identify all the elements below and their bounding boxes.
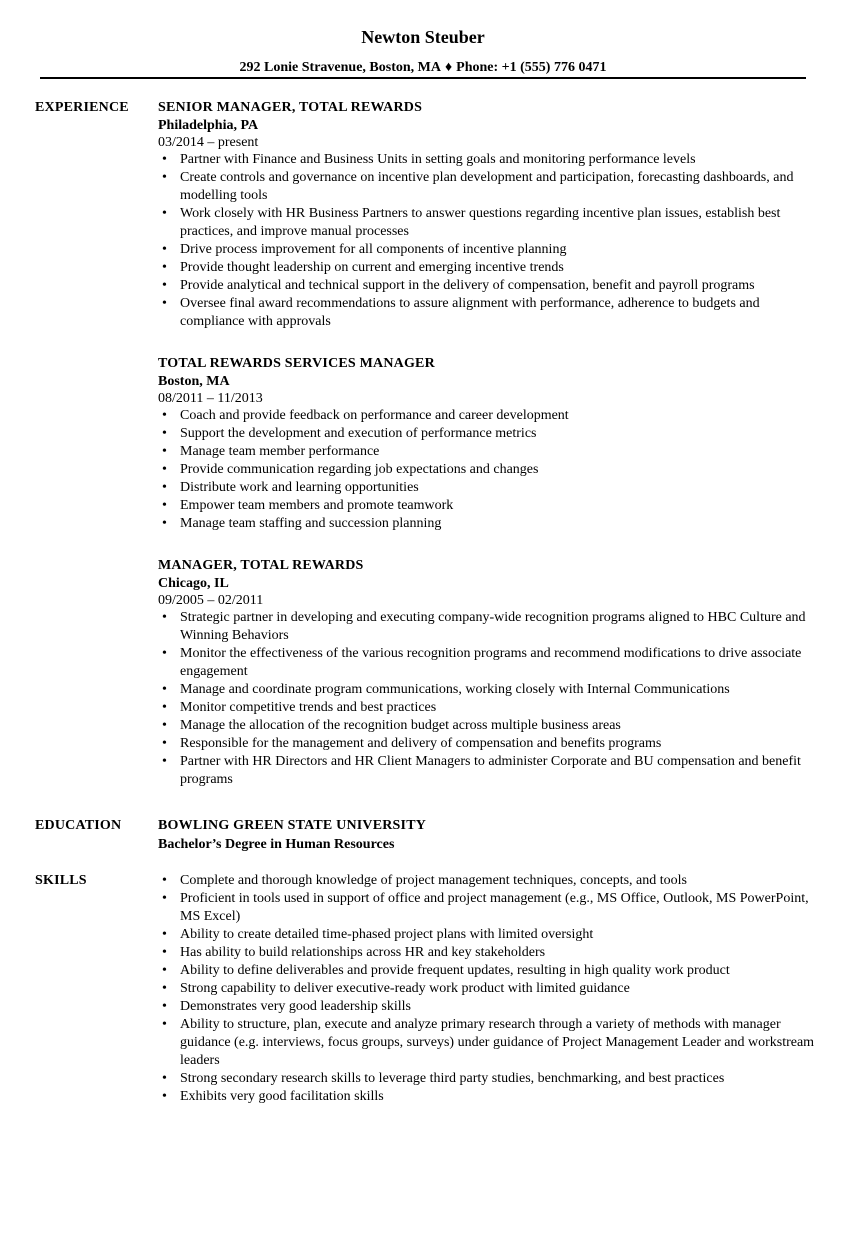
candidate-name: Newton Steuber [361, 27, 485, 47]
list-item: • Responsible for the management and delivery of compensation and benefits programs [158, 735, 818, 753]
list-item: • Monitor the effectiveness of the various recognition programs and recommend modifications to drive associate engagement [158, 645, 818, 681]
degree: Bachelor’s Degree in Human Resources [158, 837, 395, 852]
contact-line [0, 59, 846, 77]
job-bullets [158, 407, 818, 533]
list-item: • Complete and thorough knowledge of project management techniques, concepts, and tools [158, 872, 818, 890]
list-item: • Strategic partner in developing and executing company-wide recognition programs aligned to HBC Culture and Winning Behaviors [158, 609, 818, 645]
list-item: • Partner with HR Directors and HR Client Managers to administer Corporate and BU compensation and benefit programs [158, 753, 818, 789]
job-entry [158, 99, 818, 331]
job-bullets [158, 151, 818, 331]
skills-body [158, 872, 818, 1106]
job-entry [158, 355, 818, 533]
list-item: • Manage the allocation of the recognition budget across multiple business areas [158, 717, 818, 735]
list-item: • Monitor competitive trends and best practices [158, 699, 818, 717]
job-dates: 09/2005 – 02/2011 [158, 593, 264, 608]
job-entry [158, 557, 818, 789]
job-dates: 03/2014 – present [158, 135, 259, 150]
experience-body [158, 99, 818, 813]
list-item: • Strong capability to deliver executive-ready work product with limited guidance [158, 980, 818, 998]
header-divider [40, 77, 806, 79]
education-body [158, 817, 818, 854]
list-item: • Proficient in tools used in support of office and project management (e.g., MS Office, Outlook, MS PowerPoint, MS Excel) [158, 890, 818, 926]
list-item: • Oversee final award recommendations to assure alignment with performance, adherence to budgets and compliance with approvals [158, 295, 818, 331]
section-label-education: EDUCATION [35, 818, 122, 833]
job-location: Boston, MA [158, 374, 230, 389]
section-label-experience: EXPERIENCE [35, 100, 129, 115]
job-title: TOTAL REWARDS SERVICES MANAGER [158, 356, 435, 371]
job-title: SENIOR MANAGER, TOTAL REWARDS [158, 100, 423, 115]
list-item: • Manage and coordinate program communications, working closely with Internal Communications [158, 681, 818, 699]
list-item: • Exhibits very good facilitation skills [158, 1088, 818, 1106]
section-label-skills: SKILLS [35, 873, 87, 888]
list-item: • Ability to define deliverables and provide frequent updates, resulting in high quality work product [158, 962, 818, 980]
job-dates: 08/2011 – 11/2013 [158, 391, 263, 406]
address: 292 Lonie Stravenue, Boston, MA [239, 60, 441, 75]
list-item: • Create controls and governance on incentive plan development and participation, forecasting dashboards, and modelling tools [158, 169, 818, 205]
job-bullets [158, 609, 818, 789]
list-item: • Distribute work and learning opportunities [158, 479, 818, 497]
phone: Phone: +1 (555) 776 0471 [456, 60, 607, 75]
list-item: • Empower team members and promote teamwork [158, 497, 818, 515]
list-item: • Coach and provide feedback on performance and career development [158, 407, 818, 425]
list-item: • Manage team member performance [158, 443, 818, 461]
list-item: • Manage team staffing and succession planning [158, 515, 818, 533]
list-item: • Demonstrates very good leadership skills [158, 998, 818, 1016]
list-item: • Provide analytical and technical support in the delivery of compensation, benefit and payroll programs [158, 277, 818, 295]
list-item: • Has ability to build relationships across HR and key stakeholders [158, 944, 818, 962]
job-title: MANAGER, TOTAL REWARDS [158, 558, 364, 573]
skills-list [158, 872, 818, 1106]
list-item: • Provide communication regarding job expectations and changes [158, 461, 818, 479]
list-item: • Strong secondary research skills to leverage third party studies, benchmarking, and best practices [158, 1070, 818, 1088]
list-item: • Ability to create detailed time-phased project plans with limited oversight [158, 926, 818, 944]
job-location: Philadelphia, PA [158, 118, 259, 133]
list-item: • Ability to structure, plan, execute and analyze primary research through a variety of methods with manager guidance (e.g. interviews, focus groups, surveys) under guidance of Project Management Leader and workstream leaders [158, 1016, 818, 1070]
list-item: • Work closely with HR Business Partners to answer questions regarding incentive plan issues, establish best practices, and improve manual processes [158, 205, 818, 241]
diamond-separator-icon: ♦ [444, 60, 453, 75]
job-location: Chicago, IL [158, 576, 229, 591]
list-item: • Provide thought leadership on current and emerging incentive trends [158, 259, 818, 277]
school-name: BOWLING GREEN STATE UNIVERSITY [158, 818, 427, 833]
list-item: • Support the development and execution of performance metrics [158, 425, 818, 443]
list-item: • Partner with Finance and Business Units in setting goals and monitoring performance levels [158, 151, 818, 169]
list-item: • Drive process improvement for all components of incentive planning [158, 241, 818, 259]
